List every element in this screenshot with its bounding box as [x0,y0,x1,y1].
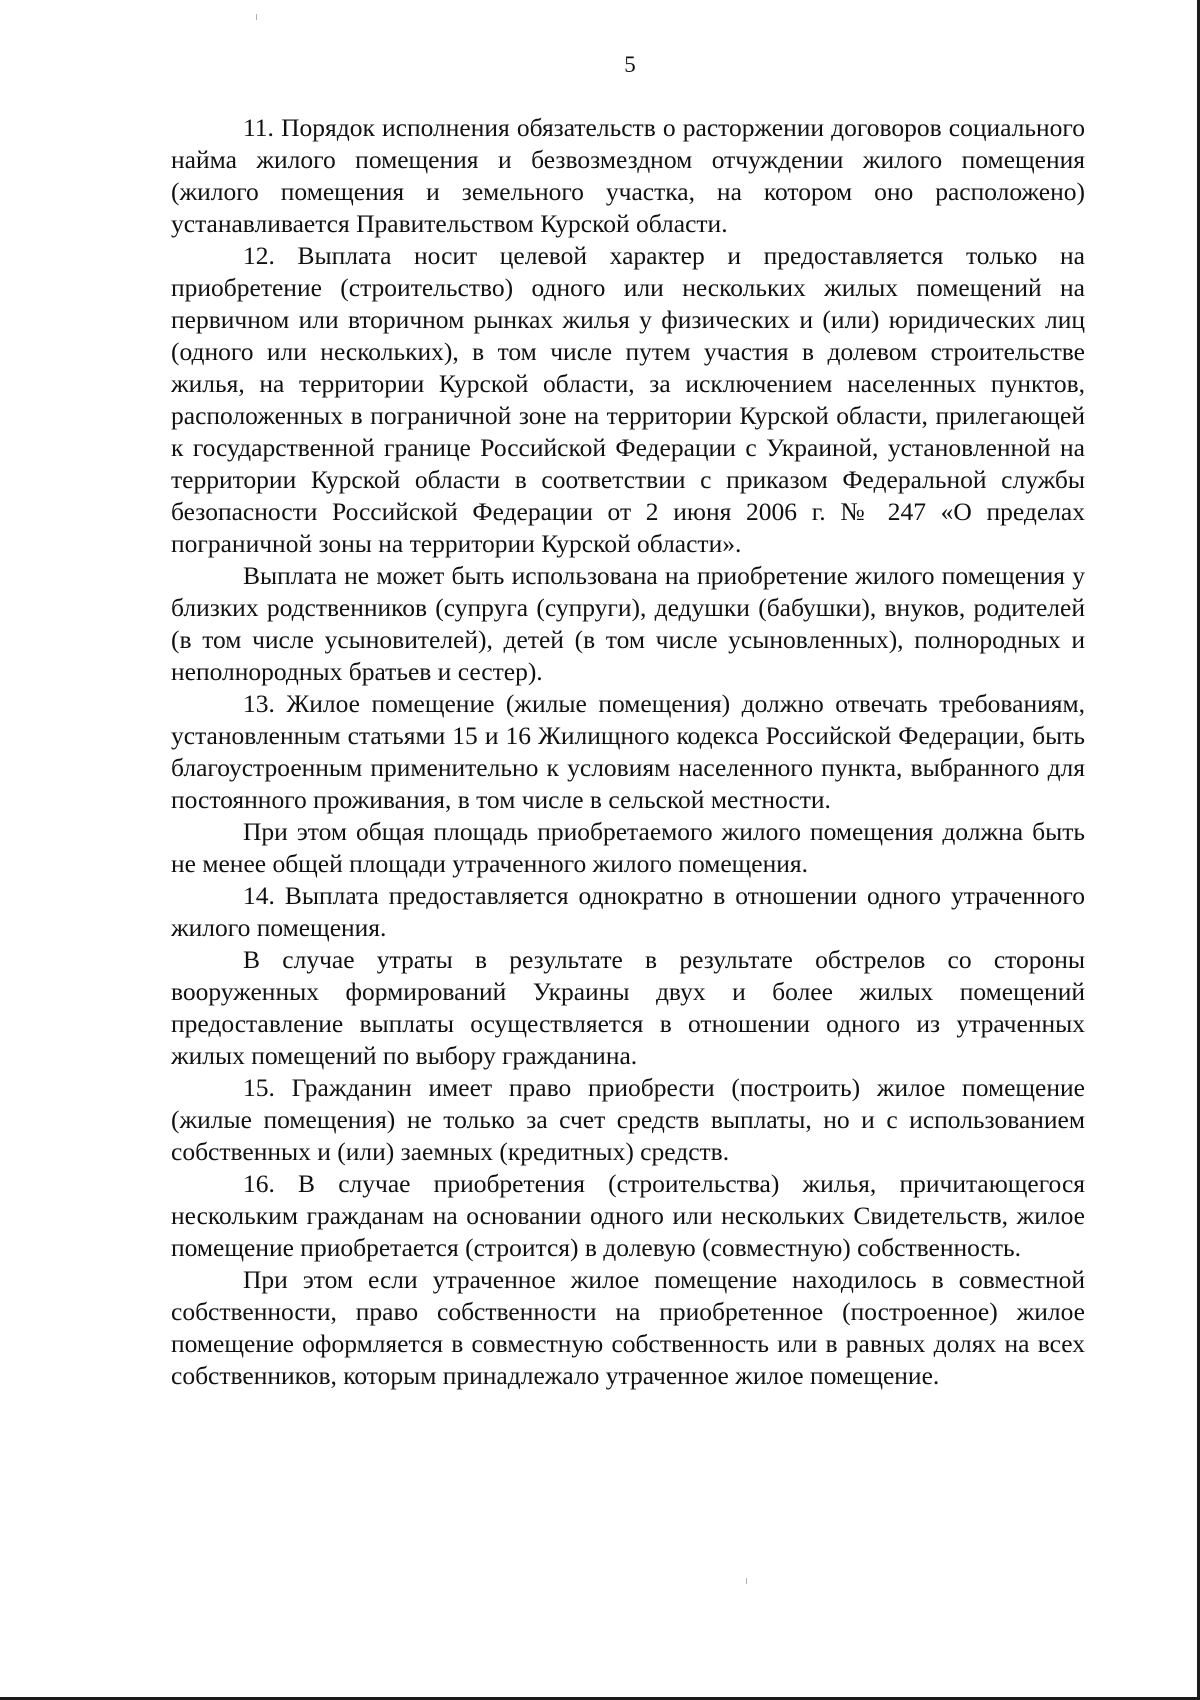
paragraph-12: 12. Выплата носит целевой характер и предоставляется только на приобретение (строительство) одного или нескольких жилых помещений на первичном или вторичном рынках жилья у физических и (или) юридических лиц (одного или нескольких), в том числе путем участия в долевом строительстве жилья, на территории Курской области, за исключением населенных пунктов, расположенных в пограничной зоне на территории Курской области, прилегающей к государственной границе Российской Федерации с Украиной, установленной на территории Курской области в соответствии с приказом Федеральной службы безопасности Российской Федерации от 2 июня 2006 г. № 247 «О пределах пограничной зоны на территории Курской области». [171,241,1085,558]
paragraph-14: 14. Выплата предоставляется однократно в отношении одного утраченного жилого помещения. [171,881,1085,942]
page-number: 5 [624,52,636,77]
paragraph-11: 11. Порядок исполнения обязательств о расторжении договоров социального найма жилого помещения и безвозмездном отчуждении жилого помещения (жилого помещения и земельного участка, на котором оно расположено) устанавливается Правительством Курской области. [171,113,1085,238]
paragraph-12-restriction: Выплата не может быть использована на приобретение жилого помещения у близких родственников (супруга (супруги), дедушки (бабушки), внуков, родителей (в том числе усыновителей), детей (в том числе усыновленных), полнородных и неполнородных братьев и сестер). [171,561,1085,686]
scan-artifact [256,14,257,20]
paragraph-13-area: При этом общая площадь приобретаемого жилого помещения должна быть не менее общей площади утраченного жилого помещения. [171,817,1085,878]
scan-artifact [746,1578,747,1584]
paragraph-16-joint-ownership: При этом если утраченное жилое помещение находилось в совместной собственности, право собственности на приобретенное (построенное) жилое помещение оформляется в совместную собственность или в равных долях на всех собственников, которым принадлежало утраченное жилое помещение. [171,1265,1085,1390]
paragraph-13: 13. Жилое помещение (жилые помещения) должно отвечать требованиям, установленным статьями 15 и 16 Жилищного кодекса Российской Федерации, быть благоустроенным применительно к условиям населенного пункта, выбранного для постоянного проживания, в том числе в сельской местности. [171,689,1085,814]
paragraph-14-multiple-loss: В случае утраты в результате в результате обстрелов со стороны вооруженных формирований Украины двух и более жилых помещений предоставление выплаты осуществляется в отношении одного из утраченных жилых помещений по выбору гражданина. [171,945,1085,1070]
document-body [171,112,1085,1392]
paragraph-15: 15. Гражданин имеет право приобрести (построить) жилое помещение (жилые помещения) не только за счет средств выплаты, но и с использованием собственных и (или) заемных (кредитных) средств. [171,1073,1085,1166]
paragraph-16: 16. В случае приобретения (строительства) жилья, причитающегося нескольким гражданам на основании одного или нескольких Свидетельств, жилое помещение приобретается (строится) в долевую (совместную) собственность. [171,1169,1085,1262]
